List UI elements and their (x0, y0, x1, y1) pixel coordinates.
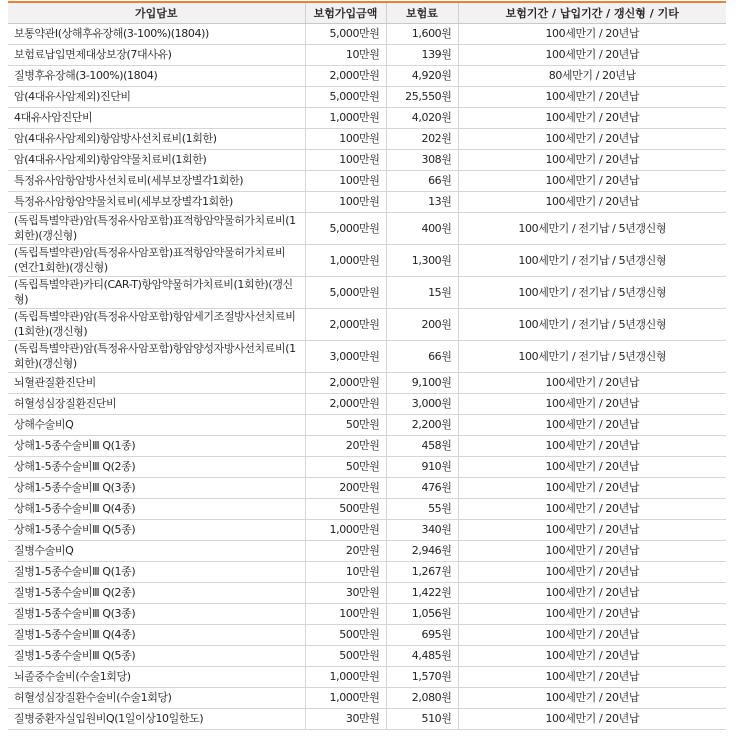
coverage-amount: 3,000만원 (305, 340, 386, 372)
coverage-name: 질병후유장해(3-100%)(1804) (8, 65, 305, 86)
coverage-premium: 4,920원 (386, 65, 458, 86)
table-row (8, 393, 726, 414)
coverage-amount: 10만원 (305, 44, 386, 65)
table-row (8, 603, 726, 624)
table-row (8, 23, 726, 44)
coverage-name: 허혈성심장질환수술비(수술1회당) (8, 687, 305, 708)
coverage-amount: 100만원 (305, 149, 386, 170)
coverage-name: 질병중환자실입원비Q(1일이상10일한도) (8, 708, 305, 729)
coverage-amount: 10만원 (305, 561, 386, 582)
coverage-amount: 100만원 (305, 170, 386, 191)
table-row (8, 65, 726, 86)
coverage-premium: 1,056원 (386, 603, 458, 624)
coverage-period: 100세만기 / 20년납 (458, 191, 726, 212)
coverage-name: 질병1-5종수술비Ⅲ Q(4종) (8, 624, 305, 645)
coverage-amount: 50만원 (305, 414, 386, 435)
table-header (8, 2, 726, 23)
coverage-premium: 1,570원 (386, 666, 458, 687)
coverage-period: 100세만기 / 20년납 (458, 86, 726, 107)
header-premium: 보험료 (386, 2, 458, 23)
coverage-name: 암(4대유사암제외)항암약물치료비(1회한) (8, 149, 305, 170)
coverage-premium: 476원 (386, 477, 458, 498)
table-row (8, 519, 726, 540)
table-row (8, 170, 726, 191)
coverage-premium: 66원 (386, 340, 458, 372)
coverage-premium: 1,422원 (386, 582, 458, 603)
coverage-name: (독립특별약관)암(특정유사암포함)표적항암약물허가치료비(연간1회한)(갱신형) (8, 244, 305, 276)
coverage-period: 100세만기 / 20년납 (458, 149, 726, 170)
table-row (8, 498, 726, 519)
coverage-name: 질병1-5종수술비Ⅲ Q(5종) (8, 645, 305, 666)
coverage-period: 100세만기 / 전기납 / 5년갱신형 (458, 276, 726, 308)
coverage-amount: 5,000만원 (305, 86, 386, 107)
coverage-name: (독립특별약관)암(특정유사암포함)표적항암약물허가치료비(1회한)(갱신형) (8, 212, 305, 244)
coverage-name: 상해1-5종수술비Ⅲ Q(4종) (8, 498, 305, 519)
coverage-premium: 15원 (386, 276, 458, 308)
coverage-amount: 1,000만원 (305, 244, 386, 276)
table-row (8, 149, 726, 170)
coverage-amount: 1,000만원 (305, 687, 386, 708)
table-row (8, 212, 726, 244)
coverage-period: 100세만기 / 20년납 (458, 582, 726, 603)
coverage-amount: 30만원 (305, 708, 386, 729)
coverage-premium: 340원 (386, 519, 458, 540)
coverage-amount: 5,000만원 (305, 23, 386, 44)
table-row (8, 128, 726, 149)
table-row (8, 666, 726, 687)
coverage-amount: 500만원 (305, 645, 386, 666)
coverage-name: 질병1-5종수술비Ⅲ Q(1종) (8, 561, 305, 582)
coverage-name: 허혈성심장질환진단비 (8, 393, 305, 414)
table-row (8, 372, 726, 393)
coverage-period: 100세만기 / 20년납 (458, 477, 726, 498)
coverage-period: 100세만기 / 20년납 (458, 561, 726, 582)
coverage-amount: 100만원 (305, 603, 386, 624)
coverage-premium: 1,300원 (386, 244, 458, 276)
coverage-amount: 5,000만원 (305, 276, 386, 308)
coverage-premium: 66원 (386, 170, 458, 191)
coverage-amount: 2,000만원 (305, 308, 386, 340)
coverage-premium: 4,020원 (386, 107, 458, 128)
coverage-name: 특정유사암항암방사선치료비(세부보장별각1회한) (8, 170, 305, 191)
coverage-premium: 9,100원 (386, 372, 458, 393)
coverage-period: 100세만기 / 20년납 (458, 393, 726, 414)
coverage-premium: 400원 (386, 212, 458, 244)
coverage-period: 100세만기 / 20년납 (458, 624, 726, 645)
table-row (8, 624, 726, 645)
coverage-name: 상해1-5종수술비Ⅲ Q(2종) (8, 456, 305, 477)
coverage-period: 100세만기 / 20년납 (458, 372, 726, 393)
coverage-name: 암(4대유사암제외)항암방사선치료비(1회한) (8, 128, 305, 149)
coverage-premium: 200원 (386, 308, 458, 340)
coverage-premium: 2,946원 (386, 540, 458, 561)
coverage-period: 100세만기 / 20년납 (458, 708, 726, 729)
coverage-name: (독립특별약관)암(특정유사암포함)항암양성자방사선치료비(1회한)(갱신형) (8, 340, 305, 372)
coverage-name: 질병수술비Q (8, 540, 305, 561)
coverage-period: 100세만기 / 20년납 (458, 44, 726, 65)
table-row (8, 44, 726, 65)
coverage-period: 100세만기 / 20년납 (458, 128, 726, 149)
coverage-name: 상해1-5종수술비Ⅲ Q(3종) (8, 477, 305, 498)
coverage-period: 100세만기 / 전기납 / 5년갱신형 (458, 308, 726, 340)
coverage-amount: 200만원 (305, 477, 386, 498)
coverage-premium: 2,080원 (386, 687, 458, 708)
coverage-amount: 1,000만원 (305, 519, 386, 540)
table-row (8, 340, 726, 372)
coverage-period: 100세만기 / 20년납 (458, 645, 726, 666)
table-row (8, 687, 726, 708)
coverage-premium: 695원 (386, 624, 458, 645)
coverage-amount: 20만원 (305, 540, 386, 561)
coverage-name: 특정유사암항암약물치료비(세부보장별각1회한) (8, 191, 305, 212)
coverage-name: 상해수술비Q (8, 414, 305, 435)
table-row (8, 308, 726, 340)
table-row (8, 540, 726, 561)
coverage-amount: 2,000만원 (305, 372, 386, 393)
header-period: 보험기간 / 납입기간 / 갱신형 / 기타 (458, 2, 726, 23)
table-row (8, 708, 726, 729)
coverage-premium: 1,600원 (386, 23, 458, 44)
coverage-name: (독립특별약관)암(특정유사암포함)항암세기조절방사선치료비(1회한)(갱신형) (8, 308, 305, 340)
coverage-premium: 308원 (386, 149, 458, 170)
coverage-amount: 500만원 (305, 624, 386, 645)
coverage-period: 100세만기 / 20년납 (458, 603, 726, 624)
coverage-amount: 1,000만원 (305, 666, 386, 687)
coverage-name: 암(4대유사암제외)진단비 (8, 86, 305, 107)
coverage-period: 100세만기 / 전기납 / 5년갱신형 (458, 212, 726, 244)
coverage-period: 100세만기 / 20년납 (458, 666, 726, 687)
coverage-period: 100세만기 / 전기납 / 5년갱신형 (458, 340, 726, 372)
coverage-amount: 5,000만원 (305, 212, 386, 244)
coverage-premium: 510원 (386, 708, 458, 729)
coverage-premium: 202원 (386, 128, 458, 149)
coverage-premium: 55원 (386, 498, 458, 519)
coverage-name: (독립특별약관)카티(CAR-T)항암약물허가치료비(1회한)(갱신형) (8, 276, 305, 308)
coverage-period: 80세만기 / 20년납 (458, 65, 726, 86)
table-row (8, 86, 726, 107)
coverage-premium: 2,200원 (386, 414, 458, 435)
table-row (8, 244, 726, 276)
table-row (8, 107, 726, 128)
coverage-premium: 139원 (386, 44, 458, 65)
table-row (8, 435, 726, 456)
table-row (8, 582, 726, 603)
coverage-period: 100세만기 / 20년납 (458, 23, 726, 44)
coverage-premium: 3,000원 (386, 393, 458, 414)
coverage-name: 4대유사암진단비 (8, 107, 305, 128)
coverage-period: 100세만기 / 20년납 (458, 687, 726, 708)
coverage-premium: 1,267원 (386, 561, 458, 582)
table-body (8, 23, 726, 729)
table-row (8, 456, 726, 477)
table-row (8, 477, 726, 498)
table-row (8, 561, 726, 582)
coverage-amount: 20만원 (305, 435, 386, 456)
table-row (8, 276, 726, 308)
coverage-premium: 13원 (386, 191, 458, 212)
table-row (8, 191, 726, 212)
coverage-period: 100세만기 / 20년납 (458, 498, 726, 519)
coverage-name: 상해1-5종수술비Ⅲ Q(5종) (8, 519, 305, 540)
coverage-period: 100세만기 / 20년납 (458, 414, 726, 435)
table-row (8, 414, 726, 435)
coverage-amount: 30만원 (305, 582, 386, 603)
coverage-premium: 458원 (386, 435, 458, 456)
coverage-name: 질병1-5종수술비Ⅲ Q(2종) (8, 582, 305, 603)
coverage-table (8, 1, 726, 730)
header-amount: 보험가입금액 (305, 2, 386, 23)
coverage-name: 뇌혈관질환진단비 (8, 372, 305, 393)
coverage-name: 질병1-5종수술비Ⅲ Q(3종) (8, 603, 305, 624)
header-row (8, 2, 726, 23)
table-row (8, 645, 726, 666)
coverage-period: 100세만기 / 20년납 (458, 519, 726, 540)
coverage-premium: 910원 (386, 456, 458, 477)
coverage-period: 100세만기 / 20년납 (458, 170, 726, 191)
coverage-name: 상해1-5종수술비Ⅲ Q(1종) (8, 435, 305, 456)
coverage-amount: 100만원 (305, 191, 386, 212)
coverage-amount: 2,000만원 (305, 65, 386, 86)
coverage-premium: 25,550원 (386, 86, 458, 107)
coverage-name: 보통약관Ⅰ(상해후유장해(3-100%)(1804)) (8, 23, 305, 44)
coverage-name: 보험료납입면제대상보장(7대사유) (8, 44, 305, 65)
coverage-amount: 500만원 (305, 498, 386, 519)
coverage-name: 뇌졸중수술비(수술1회당) (8, 666, 305, 687)
coverage-period: 100세만기 / 20년납 (458, 435, 726, 456)
coverage-table-container (8, 1, 726, 730)
coverage-amount: 50만원 (305, 456, 386, 477)
coverage-amount: 2,000만원 (305, 393, 386, 414)
coverage-amount: 100만원 (305, 128, 386, 149)
coverage-period: 100세만기 / 20년납 (458, 107, 726, 128)
coverage-period: 100세만기 / 20년납 (458, 456, 726, 477)
coverage-period: 100세만기 / 20년납 (458, 540, 726, 561)
coverage-premium: 4,485원 (386, 645, 458, 666)
header-coverage: 가입담보 (8, 2, 305, 23)
coverage-period: 100세만기 / 전기납 / 5년갱신형 (458, 244, 726, 276)
coverage-amount: 1,000만원 (305, 107, 386, 128)
